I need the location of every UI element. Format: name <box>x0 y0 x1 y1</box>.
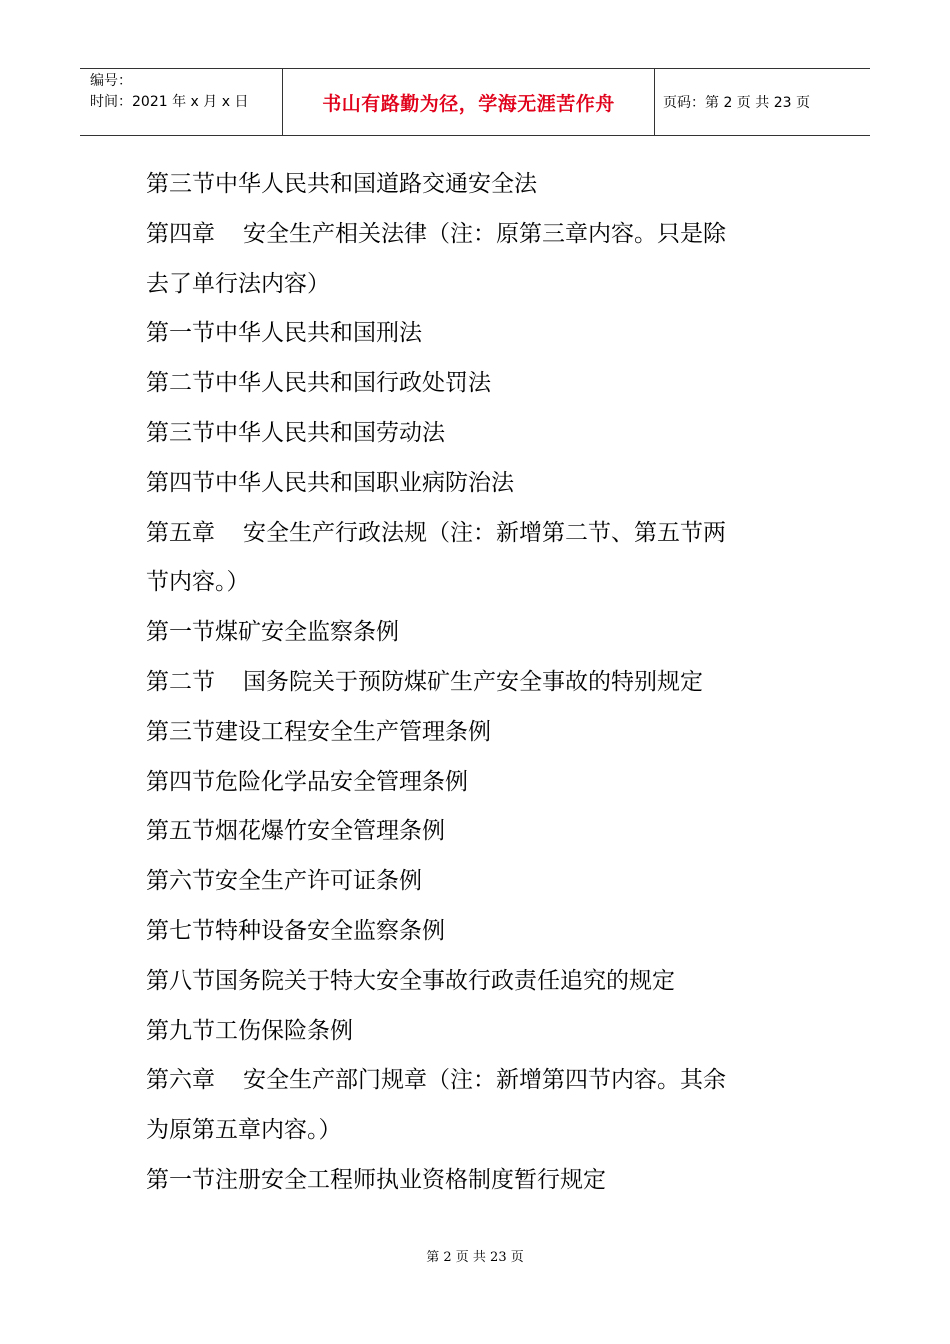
body-line: 节内容。） <box>146 569 250 596</box>
body-line: 第八节国务院关于特大安全事故行政责任追究的规定 <box>146 967 675 994</box>
document-time-label: 时间：2021 年 x 月 x 日 <box>90 94 249 110</box>
body-line: 第四节危险化学品安全管理条例 <box>146 768 468 795</box>
header-motto-cell <box>283 69 655 135</box>
chapter-heading: 第四章 安全生产相关法律（注：原第三章内容。只是除 <box>146 220 726 247</box>
body-line: 第七节特种设备安全监察条例 <box>146 917 445 944</box>
body-line: 第九节工伤保险条例 <box>146 1017 353 1044</box>
body-line: 第一节煤矿安全监察条例 <box>146 619 399 646</box>
body-line: 第三节中华人民共和国劳动法 <box>146 419 445 446</box>
body-line: 第五节烟花爆竹安全管理条例 <box>146 818 445 845</box>
page-footer: 第 2 页 共 23 页 <box>426 1250 524 1265</box>
body-line: 第一节中华人民共和国刑法 <box>146 320 422 347</box>
body-line: 去了单行法内容） <box>146 270 330 297</box>
body-line: 第二节中华人民共和国行政处罚法 <box>146 370 491 397</box>
header-page-info-cell <box>655 69 870 135</box>
header-page-info: 页码：第 2 页 共 23 页 <box>663 95 810 111</box>
chapter-heading: 第六章 安全生产部门规章（注：新增第四节内容。其余 <box>146 1067 726 1094</box>
document-body <box>146 160 826 1206</box>
body-line: 第一节注册安全工程师执业资格制度暂行规定 <box>146 1166 606 1193</box>
body-line: 第四节中华人民共和国职业病防治法 <box>146 469 514 496</box>
body-line: 第六节安全生产许可证条例 <box>146 868 422 895</box>
header-motto: 书山有路勤为径，学海无涯苦作舟 <box>322 92 615 115</box>
body-line: 第三节中华人民共和国道路交通安全法 <box>146 171 537 197</box>
section-heading: 第二节 国务院关于预防煤矿生产安全事故的特别规定 <box>146 668 703 695</box>
body-line: 第三节建设工程安全生产管理条例 <box>146 718 491 745</box>
page-header <box>80 68 870 136</box>
chapter-heading: 第五章 安全生产行政法规（注：新增第二节、第五节两 <box>146 519 726 546</box>
body-line: 为原第五章内容。） <box>146 1117 342 1144</box>
document-number-label: 编号： <box>90 73 132 89</box>
header-meta <box>80 69 283 135</box>
